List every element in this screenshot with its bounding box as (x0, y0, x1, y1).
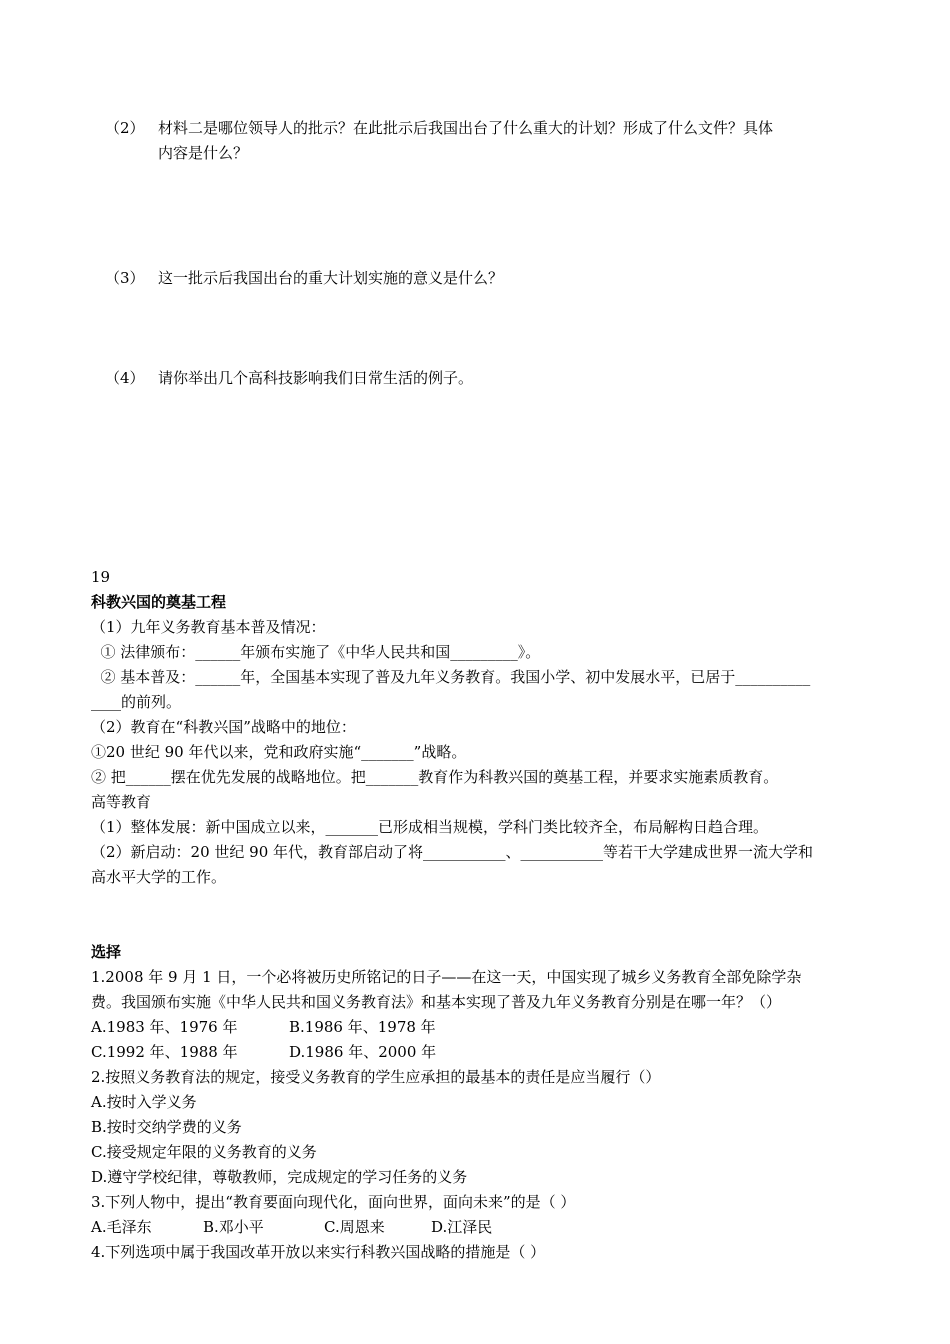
section-line: （1）整体发展：新中国成立以来，_______已形成相当规模，学科门类比较齐全，布局解构日趋合理。 (91, 818, 769, 836)
choice-q1-option-b: B.1986 年、1978 年 (289, 1018, 436, 1036)
choice-q1-line-1: 1.2008 年 9 月 1 日，一个必将被历史所铭记的日子——在这一天，中国实现了城乡义务教育全部免除学杂 (91, 968, 802, 986)
section-number: 19 (91, 568, 111, 586)
choice-q3-option-d: D.江泽民 (431, 1218, 493, 1236)
choice-q2-option-b: B.按时交纳学费的义务 (91, 1118, 242, 1136)
section-title: 科教兴国的奠基工程 (91, 593, 227, 611)
question-3-number: （3） (105, 269, 145, 287)
section-line: ① 法律颁布：______年颁布实施了《中华人民共和国_________》。 (91, 643, 541, 661)
choice-q4-stem: 4.下列选项中属于我国改革开放以来实行科教兴国战略的措施是（ ） (91, 1243, 546, 1261)
choice-q1-line-2: 费。我国颁布实施《中华人民共和国义务教育法》和基本实现了普及九年义务教育分别是在哪一年？（） (91, 993, 782, 1011)
choice-q2-stem: 2.按照义务教育法的规定，接受义务教育的学生应承担的最基本的责任是应当履行（） (91, 1068, 661, 1086)
question-2-text-line-1: 材料二是哪位领导人的批示？在此批示后我国出台了什么重大的计划？形成了什么文件？具体 (158, 119, 774, 137)
question-4-text: 请你举出几个高科技影响我们日常生活的例子。 (158, 369, 474, 387)
choice-q3-stem: 3.下列人物中，提出“教育要面向现代化，面向世界，面向未来”的是（ ） (91, 1193, 576, 1211)
choice-q3-option-b: B.邓小平 (203, 1218, 264, 1236)
choice-q1-option-a: A.1983 年、1976 年 (91, 1018, 238, 1036)
choice-q2-option-c: C.接受规定年限的义务教育的义务 (91, 1143, 317, 1161)
section-line: ② 基本普及：______年，全国基本实现了普及九年义务教育。我国小学、初中发展水平，已居于__________ (91, 668, 811, 686)
question-4-number: （4） (105, 369, 145, 387)
choice-q3-option-a: A.毛泽东 (91, 1218, 152, 1236)
choice-q3-option-c: C.周恩来 (324, 1218, 385, 1236)
choice-q2-option-d: D.遵守学校纪律，尊敬教师，完成规定的学习任务的义务 (91, 1168, 468, 1186)
choice-q1-option-c: C.1992 年、1988 年 (91, 1043, 238, 1061)
section-line: （1）九年义务教育基本普及情况： (91, 618, 326, 636)
section-line: 高水平大学的工作。 (91, 868, 227, 886)
section-line: （2）新启动：20 世纪 90 年代，教育部启动了将___________、___________等若干大学建成世界一流大学和 (91, 843, 814, 861)
choice-q1-option-d: D.1986 年、2000 年 (289, 1043, 437, 1061)
section-line: （2）教育在“科教兴国”战略中的地位： (91, 718, 356, 736)
choice-q2-option-a: A.按时入学义务 (91, 1093, 197, 1111)
question-2-number: （2） (105, 119, 145, 137)
choice-heading: 选择 (91, 943, 122, 961)
question-2-text-line-2: 内容是什么？ (158, 144, 249, 162)
section-line: 高等教育 (91, 793, 152, 811)
section-line: ② 把______摆在优先发展的战略地位。把_______教育作为科教兴国的奠基工程，并要求实施素质教育。 (91, 768, 779, 786)
section-line: ①20 世纪 90 年代以来，党和政府实施“_______”战略。 (91, 743, 467, 761)
question-3-text: 这一批示后我国出台的重大计划实施的意义是什么？ (158, 269, 504, 287)
section-line: ____的前列。 (91, 693, 182, 711)
